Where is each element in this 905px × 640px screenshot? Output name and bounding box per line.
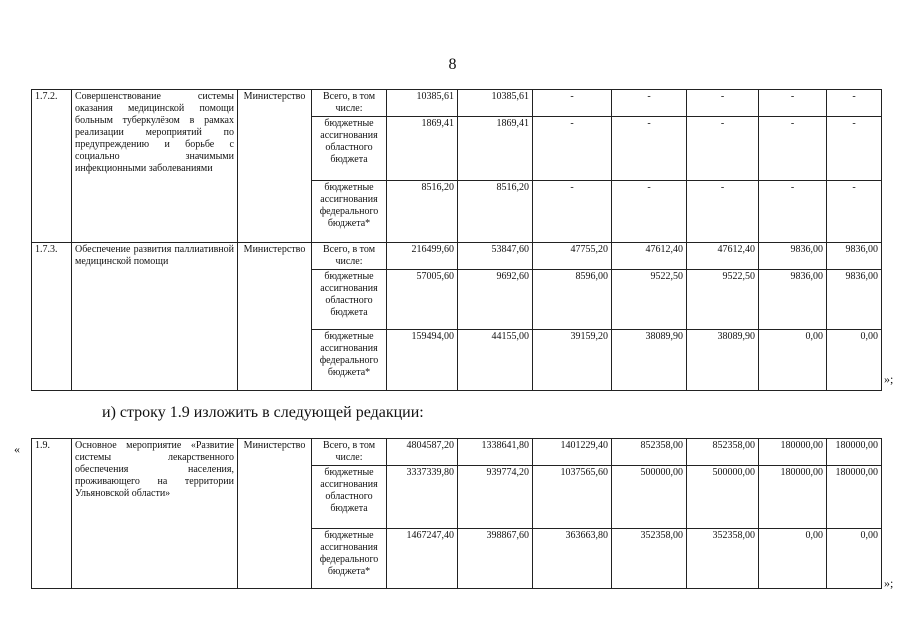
amount-cell: - (759, 117, 827, 181)
measure-name: Совершенствование системы оказания медицинской помощи больным туберкулёзом в рамках реализации мероприятий по предупреждению и борьбе с социально значимыми инфекционными заболеваниями (72, 90, 238, 243)
amount-cell: 1338641,80 (458, 439, 533, 466)
executor: Министерство (238, 439, 312, 589)
amount-cell: 852358,00 (612, 439, 687, 466)
amount-cell: 500000,00 (687, 466, 759, 529)
amount-cell: - (612, 181, 687, 243)
opening-quote-b: « (14, 442, 20, 456)
amount-cell: 180000,00 (759, 439, 827, 466)
amount-cell: 38089,90 (687, 330, 759, 391)
funding-source: Всего, в том числе: (312, 439, 387, 466)
amount-cell: - (533, 181, 612, 243)
amount-cell: 216499,60 (387, 243, 458, 270)
amount-cell: - (612, 117, 687, 181)
amount-cell: 8596,00 (533, 270, 612, 330)
amount-cell: 39159,20 (533, 330, 612, 391)
amount-cell: 38089,90 (612, 330, 687, 391)
amount-cell: 1401229,40 (533, 439, 612, 466)
amount-cell: 9692,60 (458, 270, 533, 330)
amount-cell: 0,00 (827, 330, 882, 391)
amount-cell: 0,00 (759, 529, 827, 589)
amount-cell: 180000,00 (759, 466, 827, 529)
funding-source: бюджетные ассигнования областного бюджета (312, 117, 387, 181)
measure-name: Основное мероприятие «Развитие системы лекарственного обеспечения населения, проживающего на территории Ульяновской области» (72, 439, 238, 589)
amount-cell: 852358,00 (687, 439, 759, 466)
amount-cell: 0,00 (759, 330, 827, 391)
funding-source: бюджетные ассигнования федерального бюджета* (312, 529, 387, 589)
funding-source: бюджетные ассигнования федерального бюджета* (312, 181, 387, 243)
row-number: 1.7.3. (32, 243, 72, 391)
closing-quote-a: »; (884, 372, 894, 386)
closing-quote-b: »; (884, 576, 894, 590)
amendment-heading: и) строку 1.9 изложить в следующей редакции: (102, 404, 424, 421)
amount-cell: 10385,61 (458, 90, 533, 117)
amount-cell: 57005,60 (387, 270, 458, 330)
amount-cell: 9522,50 (687, 270, 759, 330)
amount-cell: 1037565,60 (533, 466, 612, 529)
executor: Министерство (238, 243, 312, 391)
table-row (32, 439, 882, 466)
funding-source: Всего, в том числе: (312, 90, 387, 117)
amount-cell: 4804587,20 (387, 439, 458, 466)
amount-cell: 180000,00 (827, 466, 882, 529)
amount-cell: - (827, 181, 882, 243)
table-row (32, 243, 882, 270)
amount-cell: 8516,20 (387, 181, 458, 243)
table-row (32, 90, 882, 117)
amount-cell: 9836,00 (759, 270, 827, 330)
amount-cell: 53847,60 (458, 243, 533, 270)
amount-cell: - (533, 90, 612, 117)
funding-source: Всего, в том числе: (312, 243, 387, 270)
executor: Министерство (238, 90, 312, 243)
amount-cell: 9836,00 (759, 243, 827, 270)
amount-cell: 939774,20 (458, 466, 533, 529)
amount-cell: 500000,00 (612, 466, 687, 529)
amount-cell: 398867,60 (458, 529, 533, 589)
funding-table-a (31, 89, 882, 391)
funding-source: бюджетные ассигнования федерального бюджета* (312, 330, 387, 391)
amount-cell: - (827, 117, 882, 181)
amount-cell: 352358,00 (612, 529, 687, 589)
funding-source: бюджетные ассигнования областного бюджета (312, 466, 387, 529)
amount-cell: - (533, 117, 612, 181)
amount-cell: 9836,00 (827, 243, 882, 270)
amount-cell: - (687, 117, 759, 181)
amount-cell: - (687, 90, 759, 117)
amount-cell: 9836,00 (827, 270, 882, 330)
page-number: 8 (448, 56, 457, 73)
funding-source: бюджетные ассигнования областного бюджета (312, 270, 387, 330)
amount-cell: 363663,80 (533, 529, 612, 589)
amount-cell: - (687, 181, 759, 243)
amount-cell: 47612,40 (612, 243, 687, 270)
row-number: 1.9. (32, 439, 72, 589)
amount-cell: 0,00 (827, 529, 882, 589)
measure-name: Обеспечение развития паллиативной медицинской помощи (72, 243, 238, 391)
funding-table-b (31, 438, 882, 589)
amount-cell: 47612,40 (687, 243, 759, 270)
amount-cell: - (759, 90, 827, 117)
amount-cell: 44155,00 (458, 330, 533, 391)
amount-cell: 1467247,40 (387, 529, 458, 589)
amount-cell: 10385,61 (387, 90, 458, 117)
amount-cell: 1869,41 (458, 117, 533, 181)
amount-cell: 352358,00 (687, 529, 759, 589)
amount-cell: 9522,50 (612, 270, 687, 330)
row-number: 1.7.2. (32, 90, 72, 243)
amount-cell: 3337339,80 (387, 466, 458, 529)
amount-cell: 47755,20 (533, 243, 612, 270)
amount-cell: 180000,00 (827, 439, 882, 466)
amount-cell: 8516,20 (458, 181, 533, 243)
amount-cell: 159494,00 (387, 330, 458, 391)
amount-cell: - (827, 90, 882, 117)
amount-cell: - (612, 90, 687, 117)
amount-cell: 1869,41 (387, 117, 458, 181)
amount-cell: - (759, 181, 827, 243)
